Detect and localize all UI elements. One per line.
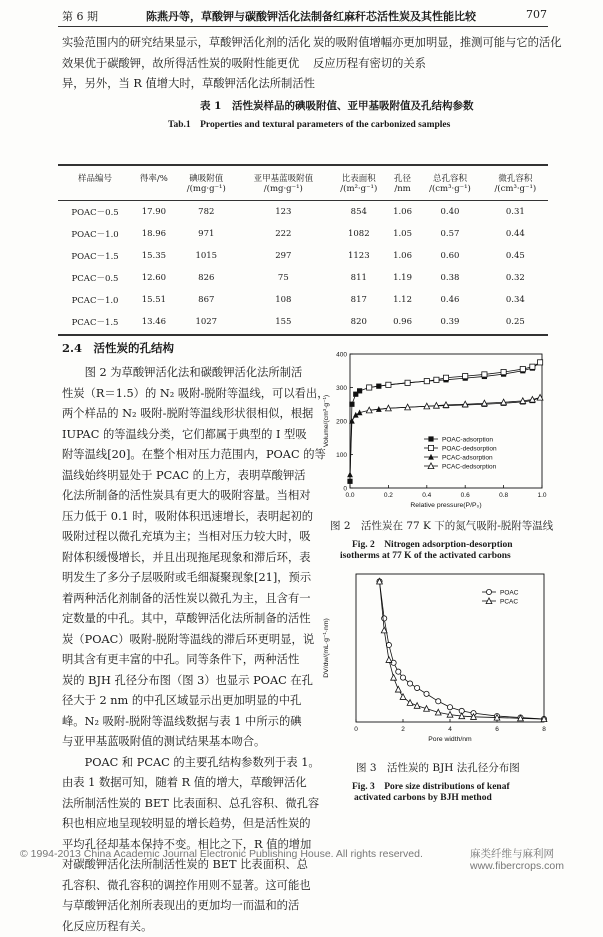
table-cell: 1.19 bbox=[388, 267, 418, 289]
data-point bbox=[405, 380, 410, 385]
data-point bbox=[357, 388, 362, 393]
data-point bbox=[434, 377, 439, 382]
body-line: 炭（POAC）吸附-脱附等温线的滞后环更明显，说 bbox=[62, 630, 329, 651]
body-line: 温线始终明显处于 PCAC 的上方，表明草酸钾活 bbox=[62, 466, 329, 487]
body-line: 两个样品的 N₂ 吸附-脱附等温线形状很相似，根据 bbox=[62, 404, 329, 425]
y-axis-label: Volume/(cm³·g⁻¹) bbox=[323, 395, 330, 447]
table-header-cell: 亚甲基蓝吸附值 bbox=[237, 166, 330, 184]
table-header-cell: 微孔容积 bbox=[483, 166, 548, 184]
table-cell: 1123 bbox=[330, 245, 388, 267]
table-cell: 18.96 bbox=[132, 223, 176, 245]
figure-3-caption-en-1: Fig. 3 Pore size distributions of kenaf bbox=[352, 778, 510, 792]
data-point bbox=[395, 686, 401, 692]
y-tick-label: 0 bbox=[343, 485, 347, 492]
table-cell: PCAC－1.0 bbox=[58, 289, 132, 311]
table-cell: 826 bbox=[176, 267, 237, 289]
body-line: 平均孔径却基本保持不变。相比之下，R 值的增加 bbox=[62, 835, 329, 856]
footer-site-name: 麻类纤维与麻利网 bbox=[470, 846, 554, 861]
intro-line: 异，另外，当 R 值增大时，草酸钾活化法所制活性 bbox=[62, 74, 315, 95]
table-cell: 75 bbox=[237, 267, 330, 289]
legend-label: POAC-adsorption bbox=[442, 436, 493, 443]
data-point bbox=[414, 703, 420, 709]
table-cell: 854 bbox=[330, 201, 388, 224]
footer-copyright: © 1994-2013 China Academic Journal Electronic Publishing House. All rights reserved. bbox=[20, 848, 423, 860]
figure-3-caption-cn: 图 3 活性炭的 BJH 法孔径分布图 bbox=[356, 760, 520, 775]
data-point bbox=[415, 685, 420, 690]
body-line: POAC 和 PCAC 的主要孔结构参数列于表 1。 bbox=[62, 753, 329, 774]
data-point bbox=[407, 700, 413, 706]
table-cell: 15.35 bbox=[132, 245, 176, 267]
intro-right-column bbox=[313, 33, 562, 74]
table-cell: 15.51 bbox=[132, 289, 176, 311]
data-point bbox=[382, 616, 387, 621]
figure-3-caption-en-2: activated carbons by BJH method bbox=[354, 793, 492, 803]
body-line: 与亚甲基蓝吸附值的测试结果基本吻合。 bbox=[62, 732, 329, 753]
table-cell: POAC－0.5 bbox=[58, 201, 132, 224]
data-point bbox=[396, 669, 401, 674]
data-point bbox=[520, 366, 525, 371]
body-line: 附等温线[20]。在整个相对压力范围内，POAC 的等 bbox=[62, 445, 329, 466]
table-row bbox=[58, 311, 548, 333]
table-row bbox=[58, 267, 548, 289]
data-point bbox=[443, 375, 448, 380]
legend-marker bbox=[486, 589, 491, 594]
data-point bbox=[349, 402, 354, 407]
table-header-row bbox=[58, 166, 548, 184]
section-number: 2.4 bbox=[62, 341, 82, 355]
properties-table bbox=[58, 166, 548, 333]
x-tick-label: 8 bbox=[542, 726, 546, 733]
table-cell: 0.45 bbox=[483, 245, 548, 267]
data-point bbox=[463, 374, 468, 379]
body-line: 附体积缓慢增长，并且出现拖尾现象和滞后环，表 bbox=[62, 548, 329, 569]
data-point bbox=[386, 657, 392, 663]
table-cell: 0.39 bbox=[417, 311, 482, 333]
x-tick-label: 0.4 bbox=[422, 492, 431, 499]
table-caption-en: Tab.1 Properties and textural parameters of the carbonized samples bbox=[168, 116, 450, 130]
data-point bbox=[407, 681, 412, 686]
table-cell: 1082 bbox=[330, 223, 388, 245]
table-cell: 0.38 bbox=[417, 267, 482, 289]
legend-label: PCAC bbox=[500, 598, 518, 605]
table-cell: 297 bbox=[237, 245, 330, 267]
section-title: 活性炭的孔结构 bbox=[94, 341, 175, 355]
body-line: IUPAC 的等温线分类，它们都属于典型的 I 型吸 bbox=[62, 425, 329, 446]
intro-line: 反应历程有密切的关系 bbox=[313, 54, 562, 75]
body-line: 压力低于 0.1 时，吸附体积迅速增长，表明起初的 bbox=[62, 507, 329, 528]
table-unit-cell: /(mg·g⁻¹) bbox=[237, 184, 330, 201]
table-row bbox=[58, 201, 548, 224]
table-cell: 1.06 bbox=[388, 245, 418, 267]
running-header-title: 陈燕丹等，草酸钾与碳酸钾活化法制备红麻秆芯活性炭及其性能比较 bbox=[146, 8, 476, 24]
body-line: 性炭（R＝1.5）的 N₂ 吸附-脱附等温线，可以看出， bbox=[62, 384, 329, 405]
table-unit-cell: /(cm³·g⁻¹) bbox=[483, 184, 548, 201]
y-tick-label: 200 bbox=[336, 418, 347, 425]
table-cell: 0.57 bbox=[417, 223, 482, 245]
figure-2-caption-cn: 图 2 活性炭在 77 K 下的氮气吸附-脱附等温线 bbox=[330, 518, 553, 533]
x-tick-label: 0.2 bbox=[384, 492, 393, 499]
table-cell: 0.44 bbox=[483, 223, 548, 245]
table-header-cell: 总孔容积 bbox=[417, 166, 482, 184]
table-unit-cell: /nm bbox=[388, 184, 418, 201]
figure-2-isotherm-chart bbox=[318, 340, 550, 512]
legend-label: POAC bbox=[500, 589, 519, 596]
table-row bbox=[58, 289, 548, 311]
x-tick-label: 2 bbox=[401, 726, 405, 733]
x-axis-label: Relative pressure(P/P₀) bbox=[410, 502, 481, 509]
table-cell: 0.46 bbox=[417, 289, 482, 311]
x-tick-label: 0.8 bbox=[499, 492, 508, 499]
table-unit-cell: /(cm³·g⁻¹) bbox=[417, 184, 482, 201]
table-cell: 0.96 bbox=[388, 311, 418, 333]
body-line: 积也相应地呈现较明显的增长趋势，但是活性炭的 bbox=[62, 814, 329, 835]
data-point bbox=[367, 385, 372, 390]
table-cell: 867 bbox=[176, 289, 237, 311]
body-line: 由表 1 数据可知，随着 R 值的增大，草酸钾活化 bbox=[62, 773, 329, 794]
figure-2-caption-en-1: Fig. 2 Nitrogen adsorption-desorption bbox=[352, 536, 513, 550]
table-cell: 971 bbox=[176, 223, 237, 245]
body-line: 对碳酸钾活化法所制活性炭的 BET 比表面积、总 bbox=[62, 855, 329, 876]
y-axis-label: DV/dw/(mL·g⁻¹·nm) bbox=[323, 618, 330, 677]
data-point bbox=[400, 675, 405, 680]
table-cell: 820 bbox=[330, 311, 388, 333]
legend-marker bbox=[428, 436, 433, 441]
table-unit-cell: /(mg·g⁻¹) bbox=[176, 184, 237, 201]
table-bottom-rule bbox=[58, 334, 548, 336]
body-line: 法所制活性炭的 BET 比表面积、总孔容积、微孔容 bbox=[62, 794, 329, 815]
body-line: 定数量的中孔。其中，草酸钾活化法所制备的活性 bbox=[62, 609, 329, 630]
data-point bbox=[436, 699, 441, 704]
body-line: 吸附过程以微孔充填为主；当相对压力较大时，吸 bbox=[62, 527, 329, 548]
table-caption-cn: 表 1 活性炭样品的碘吸附值、亚甲基吸附值及孔结构参数 bbox=[200, 98, 473, 113]
table-cell: 0.31 bbox=[483, 201, 548, 224]
footer-url: www.fibercrops.com bbox=[470, 860, 564, 872]
body-line: 化法所制备的活性炭具有更大的吸附容量。当相对 bbox=[62, 486, 329, 507]
body-line: 着两种活化剂制备的活性炭以微孔为主，且含有一 bbox=[62, 589, 329, 610]
table-cell: POAC－1.0 bbox=[58, 223, 132, 245]
table-cell: 1.05 bbox=[388, 223, 418, 245]
data-point bbox=[424, 691, 429, 696]
x-tick-label: 1.0 bbox=[537, 492, 546, 499]
table-cell: 222 bbox=[237, 223, 330, 245]
table-cell: 108 bbox=[237, 289, 330, 311]
x-axis-label: Pore width/nm bbox=[428, 736, 472, 743]
running-header-issue: 第 6 期 bbox=[62, 8, 98, 24]
intro-left-column bbox=[62, 33, 315, 95]
table-cell: 1.12 bbox=[388, 289, 418, 311]
body-line: 明发生了多分子层吸附或毛细凝聚现象[21]，预示 bbox=[62, 568, 329, 589]
y-tick-label: 400 bbox=[336, 351, 347, 358]
table-cell: 155 bbox=[237, 311, 330, 333]
body-line: 炭的 BJH 孔径分布图（图 3）也显示 POAC 在孔 bbox=[62, 671, 329, 692]
table-row bbox=[58, 245, 548, 267]
table-cell: 811 bbox=[330, 267, 388, 289]
data-point bbox=[482, 372, 487, 377]
body-line: 峰。N₂ 吸附-脱附等温线数据与表 1 中所示的碘 bbox=[62, 712, 329, 733]
table-cell: 1027 bbox=[176, 311, 237, 333]
y-tick-label: 300 bbox=[336, 385, 347, 392]
x-tick-label: 0.6 bbox=[461, 492, 470, 499]
legend-label: POAC-dedsorption bbox=[442, 445, 497, 452]
section-heading bbox=[62, 340, 174, 356]
x-tick-label: 6 bbox=[495, 726, 499, 733]
table-cell: 0.60 bbox=[417, 245, 482, 267]
data-point bbox=[391, 675, 397, 681]
x-tick-label: 0.0 bbox=[345, 492, 354, 499]
data-point bbox=[537, 360, 542, 365]
table-cell: 0.34 bbox=[483, 289, 548, 311]
table-header-cell: 碘吸附值 bbox=[176, 166, 237, 184]
y-tick-label: 100 bbox=[336, 452, 347, 459]
legend-label: PCAC-adsorption bbox=[442, 454, 493, 461]
table-cell: 782 bbox=[176, 201, 237, 224]
table-cell: PCAC－0.5 bbox=[58, 267, 132, 289]
table-cell: 0.40 bbox=[417, 201, 482, 224]
body-line: 化反应历程有关。 bbox=[62, 917, 329, 937]
table-header-cell: 得率/% bbox=[132, 166, 176, 184]
data-point bbox=[447, 705, 452, 710]
legend-label: PCAC-dedsorption bbox=[442, 463, 497, 470]
figure-2-caption-en-2: isotherms at 77 K of the activated carbons bbox=[340, 551, 511, 561]
table-cell: 0.32 bbox=[483, 267, 548, 289]
series-line bbox=[369, 398, 540, 411]
header-rule bbox=[58, 26, 548, 27]
data-point bbox=[347, 472, 353, 478]
table-cell: 0.25 bbox=[483, 311, 548, 333]
table-row bbox=[58, 223, 548, 245]
body-line: 明其含有更丰富的中孔。同等条件下，两种活性 bbox=[62, 650, 329, 671]
x-tick-label: 4 bbox=[448, 726, 452, 733]
table-header-cell: 比表面积 bbox=[330, 166, 388, 184]
intro-line: 效果优于碳酸钾，故所得活性炭的吸附性能更优 bbox=[62, 54, 315, 75]
table-cell: POAC－1.5 bbox=[58, 245, 132, 267]
data-point bbox=[424, 379, 429, 384]
body-line: 径大于 2 nm 的中孔区域显示出更加明显的中孔 bbox=[62, 691, 329, 712]
intro-line: 炭的吸附值增幅亦更加明显，推测可能与它的活化 bbox=[313, 33, 562, 54]
table-cell: 1015 bbox=[176, 245, 237, 267]
series-line bbox=[369, 362, 540, 387]
table-unit-cell bbox=[132, 184, 176, 201]
table-cell: 123 bbox=[237, 201, 330, 224]
intro-line: 实验范围内的研究结果显示，草酸钾活化剂的活化 bbox=[62, 33, 315, 54]
table-cell: 1.06 bbox=[388, 201, 418, 224]
legend-marker bbox=[428, 445, 433, 450]
table-unit-cell bbox=[58, 184, 132, 201]
table-unit-row bbox=[58, 184, 548, 201]
data-point bbox=[530, 364, 535, 369]
body-line: 图 2 为草酸钾活化法和碳酸钾活化法所制活 bbox=[62, 363, 329, 384]
table-cell: 13.46 bbox=[132, 311, 176, 333]
figure-3-pore-size-chart bbox=[316, 570, 552, 748]
table-cell: PCAC－1.5 bbox=[58, 311, 132, 333]
data-point bbox=[386, 382, 391, 387]
table-cell: 817 bbox=[330, 289, 388, 311]
table-unit-cell: /(m²·g⁻¹) bbox=[330, 184, 388, 201]
body-line: 孔容积、微孔容积的调控作用则不显著。这可能也 bbox=[62, 876, 329, 897]
data-point bbox=[400, 694, 406, 700]
table-cell: 12.60 bbox=[132, 267, 176, 289]
running-header-page: 707 bbox=[526, 8, 547, 21]
data-point bbox=[501, 369, 506, 374]
data-point bbox=[347, 479, 352, 484]
body-line: 与草酸钾活化剂所表现出的更加均一而温和的活 bbox=[62, 896, 329, 917]
table-header-cell: 孔径 bbox=[388, 166, 418, 184]
table-header-cell: 样品编号 bbox=[58, 166, 132, 184]
table-cell: 17.90 bbox=[132, 201, 176, 224]
x-tick-label: 0 bbox=[354, 726, 358, 733]
